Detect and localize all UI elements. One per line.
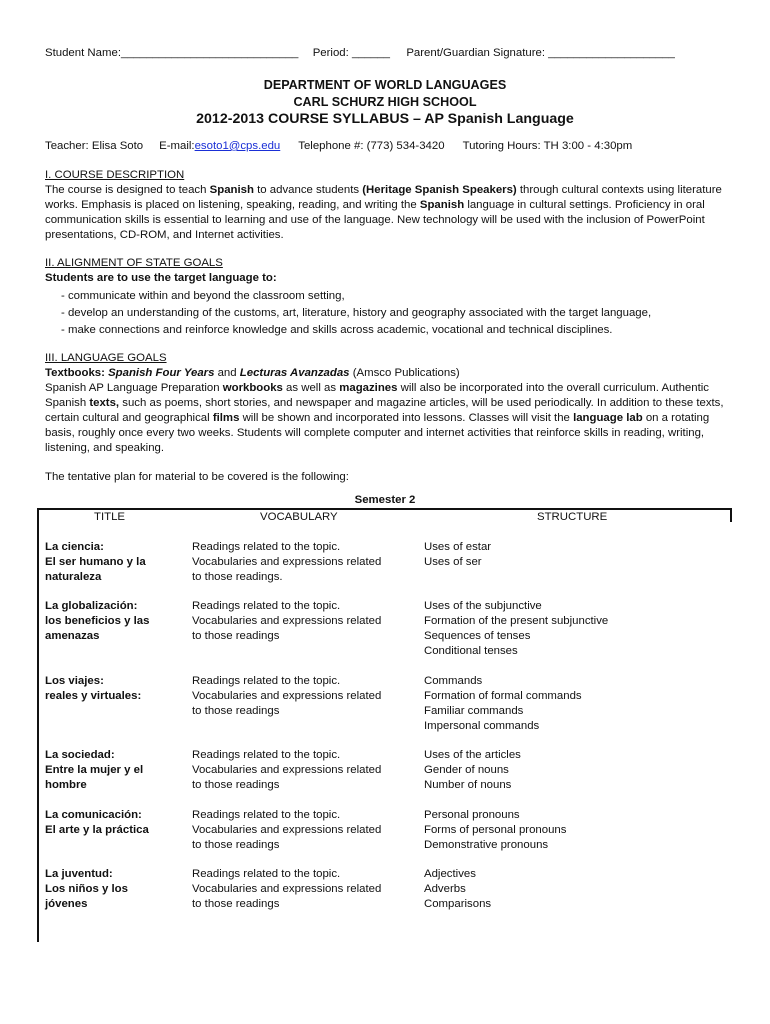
topic-title-cell-line: hombre [45, 779, 87, 791]
structure-cell-line: Conditional tenses [424, 645, 518, 657]
vocabulary-cell-line: Vocabularies and expressions related [192, 556, 382, 568]
structure-cell-line: Commands [424, 675, 483, 687]
department-title: DEPARTMENT OF WORLD LANGUAGES [263, 78, 507, 92]
vocabulary-cell-line: to those readings [192, 705, 280, 717]
language-goals-text: Spanish AP Language Preparation workbooks as well as magazines will also be incorporated into the overall curriculum. Authentic Spanish texts, such as poems, short stories, and newspaper and magazine articles, will be used periodically. In addition to these texts, certain cultural and geographical films will be shown and incorporated into lessons. Classes will visit the language lab on a rotating basis, roughly once every two weeks. Students will complete computer and internet activities that reinforce skills in reading, writing, listening, and speaking. [45, 382, 724, 454]
structure-cell-line: Uses of the articles [424, 749, 521, 761]
table-right-border [730, 508, 732, 522]
vocabulary-cell-line: Readings related to the topic. [192, 809, 341, 821]
course-title: 2012-2013 COURSE SYLLABUS – AP Spanish Language [196, 111, 574, 127]
parent-signature-field[interactable]: Parent/Guardian Signature: ____________________ [406, 47, 675, 59]
topic-title-cell [45, 599, 185, 644]
course-description-section [45, 168, 725, 243]
topic-title-cell-line: amenazas [45, 630, 100, 642]
course-description-text: The course is designed to teach Spanish to advance students (Heritage Spanish Speakers) through cultural contexts using literature works. Emphasis is placed on listening, speaking, reading, and writing the Spanish language in cultural settings. Proficiency in oral communication skills is essential to learning and use of the language. New technology will be used with the inclusion of PowerPoint presentations, CD-ROM, and Internet activities. [45, 184, 722, 241]
vocabulary-cell-line: Readings related to the topic. [192, 541, 341, 553]
vocabulary-cell [192, 808, 422, 853]
structure-cell-line: Adverbs [424, 883, 466, 895]
topic-title-cell [45, 674, 185, 704]
vocabulary-cell-line: Vocabularies and expressions related [192, 764, 382, 776]
topic-title-cell-line: El ser humano y la [45, 556, 146, 568]
structure-cell-line: Uses of ser [424, 556, 482, 568]
vocabulary-cell-line: to those readings [192, 779, 280, 791]
vocabulary-cell-line: Readings related to the topic. [192, 675, 341, 687]
topic-title-cell-line: Los viajes: [45, 675, 104, 687]
topic-title-cell-line: La juventud: [45, 868, 113, 880]
structure-cell-line: Uses of estar [424, 541, 492, 553]
vocabulary-cell-line: to those readings [192, 630, 280, 642]
topic-title-cell [45, 748, 185, 793]
vocabulary-cell-line: to those readings [192, 839, 280, 851]
teacher-info-line [45, 140, 745, 152]
topic-title-cell-line: La comunicación: [45, 809, 142, 821]
structure-cell-line: Forms of personal pronouns [424, 824, 567, 836]
semester-label: Semester 2 [354, 494, 416, 506]
email-link[interactable]: esoto1@cps.edu [194, 140, 281, 152]
language-goals-section [45, 351, 725, 485]
language-goals-heading: III. LANGUAGE GOALS [45, 352, 167, 364]
topic-title-cell-line: jóvenes [45, 898, 88, 910]
topic-title-cell-line: reales y virtuales: [45, 690, 142, 702]
structure-cell-line: Number of nouns [424, 779, 512, 791]
structure-cell-line: Formation of the present subjunctive [424, 615, 609, 627]
structure-cell [424, 748, 724, 793]
vocabulary-cell [192, 867, 422, 912]
email-label: E-mail: [159, 140, 195, 152]
topic-title-cell-line: naturaleza [45, 571, 102, 583]
structure-cell-line: Gender of nouns [424, 764, 509, 776]
vocabulary-cell [192, 599, 422, 644]
goal-item: - communicate within and beyond the classroom setting, [61, 290, 345, 302]
table-top-border [37, 508, 732, 510]
teacher-name: Teacher: Elisa Soto [45, 140, 144, 152]
course-description-heading: I. COURSE DESCRIPTION [45, 169, 185, 181]
topic-title-cell-line: La ciencia: [45, 541, 104, 553]
topic-title-cell [45, 867, 185, 912]
structure-cell-line: Uses of the subjunctive [424, 600, 542, 612]
topic-title-cell-line: La sociedad: [45, 749, 115, 761]
structure-cell-line: Sequences of tenses [424, 630, 531, 642]
goal-item: - make connections and reinforce knowledge and skills across academic, vocational and technical disciplines. [61, 324, 613, 336]
vocabulary-cell [192, 674, 422, 719]
structure-cell-line: Formation of formal commands [424, 690, 582, 702]
tentative-plan-text: The tentative plan for material to be covered is the following: [45, 471, 349, 483]
structure-cell [424, 867, 724, 912]
school-title: CARL SCHURZ HIGH SCHOOL [293, 95, 477, 109]
column-header-title: TITLE [94, 511, 126, 523]
student-name-field[interactable]: Student Name:____________________________ [45, 47, 299, 59]
structure-cell [424, 674, 724, 734]
topic-title-cell-line: La globalización: [45, 600, 138, 612]
state-goals-intro: Students are to use the target language to: [45, 272, 277, 284]
topic-title-cell-line: El arte y la práctica [45, 824, 149, 836]
vocabulary-cell-line: Vocabularies and expressions related [192, 615, 382, 627]
structure-cell [424, 599, 724, 659]
vocabulary-cell [192, 540, 422, 585]
student-header-line [45, 47, 735, 59]
vocabulary-cell [192, 748, 422, 793]
vocabulary-cell-line: Vocabularies and expressions related [192, 690, 382, 702]
column-header-structure: STRUCTURE [537, 511, 608, 523]
state-goals-heading: II. ALIGNMENT OF STATE GOALS [45, 257, 223, 269]
tutoring-hours: Tutoring Hours: TH 3:00 - 4:30pm [462, 140, 633, 152]
goal-item: - develop an understanding of the customs, art, literature, history and geography associated with the target language, [61, 307, 652, 319]
textbooks-line: Textbooks: Spanish Four Years and Lecturas Avanzadas (Amsco Publications) [45, 367, 460, 379]
vocabulary-cell-line: to those readings. [192, 571, 283, 583]
topic-title-cell-line: Los niños y los [45, 883, 128, 895]
topic-title-cell [45, 540, 185, 585]
vocabulary-cell-line: Readings related to the topic. [192, 600, 341, 612]
structure-cell-line: Impersonal commands [424, 720, 540, 732]
structure-cell-line: Personal pronouns [424, 809, 520, 821]
topic-title-cell-line: los beneficios y las [45, 615, 150, 627]
topic-title-cell-line: Entre la mujer y el [45, 764, 144, 776]
structure-cell [424, 808, 724, 853]
period-field[interactable]: Period: ______ [312, 47, 390, 59]
telephone: Telephone #: (773) 534-3420 [298, 140, 445, 152]
structure-cell-line: Familiar commands [424, 705, 524, 717]
vocabulary-cell-line: Readings related to the topic. [192, 749, 341, 761]
vocabulary-cell-line: to those readings [192, 898, 280, 910]
vocabulary-cell-line: Vocabularies and expressions related [192, 824, 382, 836]
structure-cell-line: Demonstrative pronouns [424, 839, 549, 851]
vocabulary-cell-line: Readings related to the topic. [192, 868, 341, 880]
structure-cell-line: Comparisons [424, 898, 492, 910]
structure-cell [424, 540, 724, 570]
table-left-border [37, 508, 39, 942]
column-header-vocabulary: VOCABULARY [260, 511, 338, 523]
vocabulary-cell-line: Vocabularies and expressions related [192, 883, 382, 895]
state-goals-section [45, 256, 725, 338]
topic-title-cell [45, 808, 185, 838]
structure-cell-line: Adjectives [424, 868, 476, 880]
